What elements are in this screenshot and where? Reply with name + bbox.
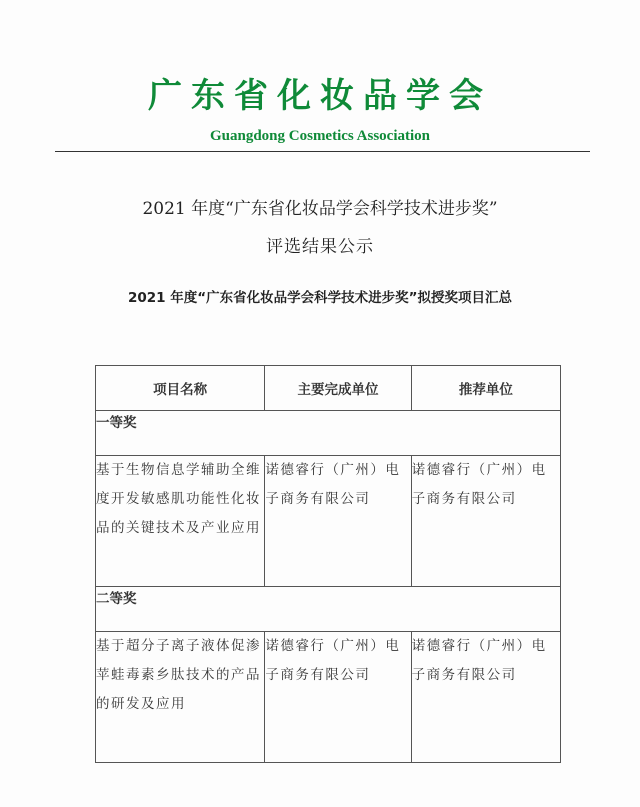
main-unit-cell: 诺德睿行（广州）电子商务有限公司 [265, 632, 411, 763]
header-project-name: 项目名称 [96, 366, 265, 411]
notice-title-line2: 评选结果公示 [266, 237, 374, 257]
prize-row-first [96, 411, 561, 456]
project-name-cell: 基于超分子离子液体促渗苹蛙毒素乡肽技术的产品的研发及应用 [96, 632, 265, 763]
recommender-cell: 诺德睿行（广州）电子商务有限公司 [411, 632, 560, 763]
table-row [96, 632, 561, 763]
summary-title: 2021 年度“广东省化妆品学会科学技术进步奖”拟授奖项目汇总 [127, 290, 513, 306]
org-name-en: Guangdong Cosmetics Association [209, 128, 431, 144]
prize-label: 一等奖 [96, 411, 561, 456]
header-recommender: 推荐单位 [411, 366, 560, 411]
awards-table [95, 365, 561, 763]
table-row [96, 456, 561, 587]
table-header-row [96, 366, 561, 411]
notice-title-line1: 2021 年度“广东省化妆品学会科学技术进步奖” [142, 199, 498, 219]
prize-row-second [96, 587, 561, 632]
main-unit-cell: 诺德睿行（广州）电子商务有限公司 [265, 456, 411, 587]
org-name-cn: 广东省化妆品学会 [148, 76, 492, 116]
prize-label: 二等奖 [96, 587, 561, 632]
recommender-cell: 诺德睿行（广州）电子商务有限公司 [411, 456, 560, 587]
header-main-unit: 主要完成单位 [265, 366, 411, 411]
header-divider [55, 151, 590, 152]
project-name-cell: 基于生物信息学辅助全维度开发敏感肌功能性化妆品的关键技术及产业应用 [96, 456, 265, 587]
